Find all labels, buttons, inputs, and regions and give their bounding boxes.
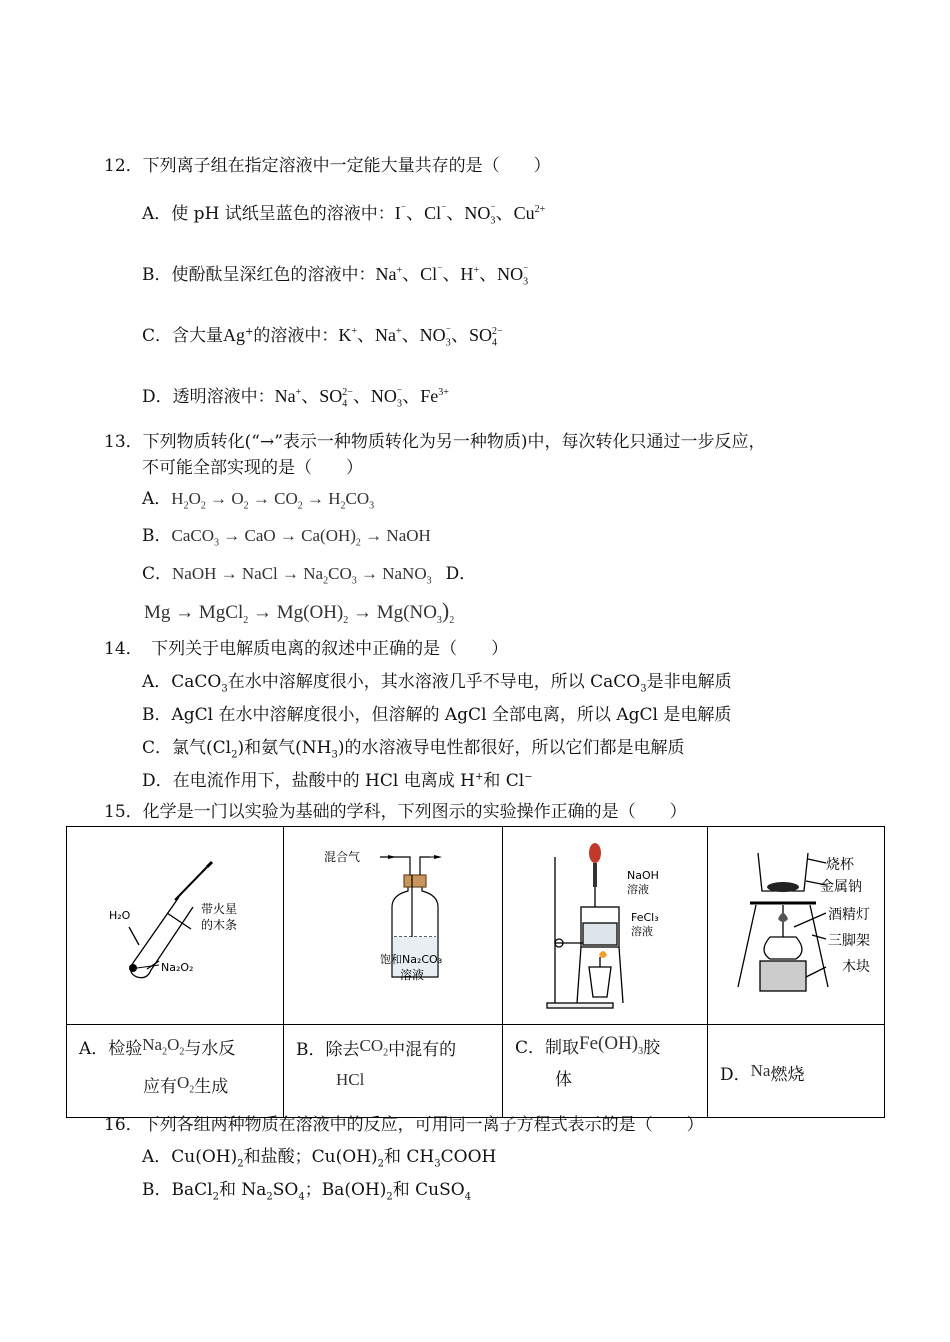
q12-option-c[interactable]: C．含大量Ag+的溶液中：K+、Na+、$NO_3^{^-}$、$SO_4^{2-}$ <box>142 325 503 349</box>
caption-a[interactable]: A．检验$Na_2O_2$与水反 应有$O_2$生成 <box>67 1025 284 1118</box>
wood-label: 木块 <box>842 959 870 975</box>
test-tube-diagram <box>67 827 282 1020</box>
fecl3-label-2: 溶液 <box>631 925 653 938</box>
q14-stem: 14． 下列关于电解质电离的叙述中正确的是（ ） <box>104 639 509 659</box>
q13-option-a[interactable]: A．$H_2O_2 \to O_2 \to CO_2 \to H_2CO_3$ <box>142 489 375 512</box>
q16-stem: 16．下列各组两种物质在溶液中的反应，可用同一离子方程式表示的是（ ） <box>104 1115 704 1135</box>
q12-option-a[interactable]: A．使 pH 试纸呈蓝色的溶液中：I⁻、Cl⁻、$NO_3^{^-}$、$Cu^{2+}$ <box>142 203 546 227</box>
stick-label-2: 的木条 <box>201 918 238 932</box>
fecl3-label-1: FeCl₃ <box>631 911 659 924</box>
gas-washing-bottle-diagram <box>284 827 501 1020</box>
naoh-label-1: NaOH <box>627 869 659 882</box>
q12-option-d[interactable]: D．透明溶液中：Na+、$SO_4^{2-}$、$NO_3^{^-}$、$Fe^{3+}$ <box>142 386 449 410</box>
q15-experiment-table <box>66 826 885 1118</box>
caption-b[interactable]: B．除去$CO_2$中混有的 HCl <box>284 1025 503 1118</box>
sodium-label: 金属钠 <box>820 879 862 895</box>
q13-option-d-chain[interactable]: Mg → MgCl$_2$ → $Mg(OH)_2 \to Mg(NO_3)_2$ <box>144 598 455 626</box>
tripod-label: 三脚架 <box>828 933 870 949</box>
q13-stem-line1: 13．下列物质转化(“→”表示一种物质转化为另一种物质)中，每次转化只通过一步反应， <box>104 432 766 452</box>
figure-d <box>708 827 885 1025</box>
mixed-gas-label: 混合气 <box>324 850 361 864</box>
figure-b <box>284 827 503 1025</box>
na2co3-label: 饱和Na₂CO₃ <box>380 953 443 966</box>
caption-d[interactable]: D．Na燃烧 <box>708 1025 885 1118</box>
q12-stem: 12．下列离子组在指定溶液中一定能大量共存的是（ ） <box>104 156 551 176</box>
q13-option-b[interactable]: B．CaCO$_3$ → CaO → $Ca(OH)_2$ → NaOH <box>142 526 431 549</box>
q14-option-c[interactable]: C．氯气$(Cl_2)$和氨气$(NH_3)$的水溶液导电性都很好，所以它们都是电解质 <box>142 738 685 761</box>
q16-option-b[interactable]: B．BaCl$_2$和 $Na_2SO_4$；$Ba(OH)_2$和 CuSO$_4$ <box>142 1180 472 1203</box>
h2o-label: H₂O <box>109 909 131 922</box>
q12-option-b[interactable]: B．使酚酞呈深红色的溶液中：Na+、Cl⁻、H+、$NO_3^{^-}$ <box>142 264 529 288</box>
q14-option-a[interactable]: A．CaCO$_3$在水中溶解度很小，其水溶液几乎不导电，所以 CaCO$_3$是非电解质 <box>142 672 732 695</box>
caption-c[interactable]: C．制取$Fe(OH)_3$胶 体 <box>503 1025 708 1118</box>
q15-stem: 15．化学是一门以实验为基础的学科，下列图示的实验操作正确的是（ ） <box>104 802 687 822</box>
colloid-apparatus-diagram <box>503 827 706 1020</box>
q14-option-b[interactable]: B．AgCl 在水中溶解度很小，但溶解的 AgCl 全部电离，所以 AgCl 是电解质 <box>142 705 732 725</box>
beaker-label: 烧杯 <box>826 857 854 873</box>
q14-option-d[interactable]: D．在电流作用下，盐酸中的 HCl 电离成 H+和 Cl− <box>142 771 533 791</box>
figure-c <box>503 827 708 1025</box>
naoh-label-2: 溶液 <box>627 883 649 896</box>
na2o2-label: Na₂O₂ <box>161 961 194 974</box>
q13-option-c[interactable]: C．NaOH → NaCl → $Na_2CO_3$ → NaNO$_3$ D． <box>142 564 477 587</box>
figure-a <box>67 827 284 1025</box>
stick-label-1: 带火星 <box>201 902 238 916</box>
solution-label-b: 溶液 <box>400 968 425 982</box>
lamp-label: 酒精灯 <box>828 907 870 923</box>
sodium-burning-diagram <box>708 827 883 1020</box>
q16-option-a[interactable]: A．$Cu(OH)_2$和盐酸；$Cu(OH)_2$和 $CH_3COOH$ <box>142 1147 497 1170</box>
q13-stem-line2: 不可能全部实现的是（ ） <box>142 458 363 478</box>
